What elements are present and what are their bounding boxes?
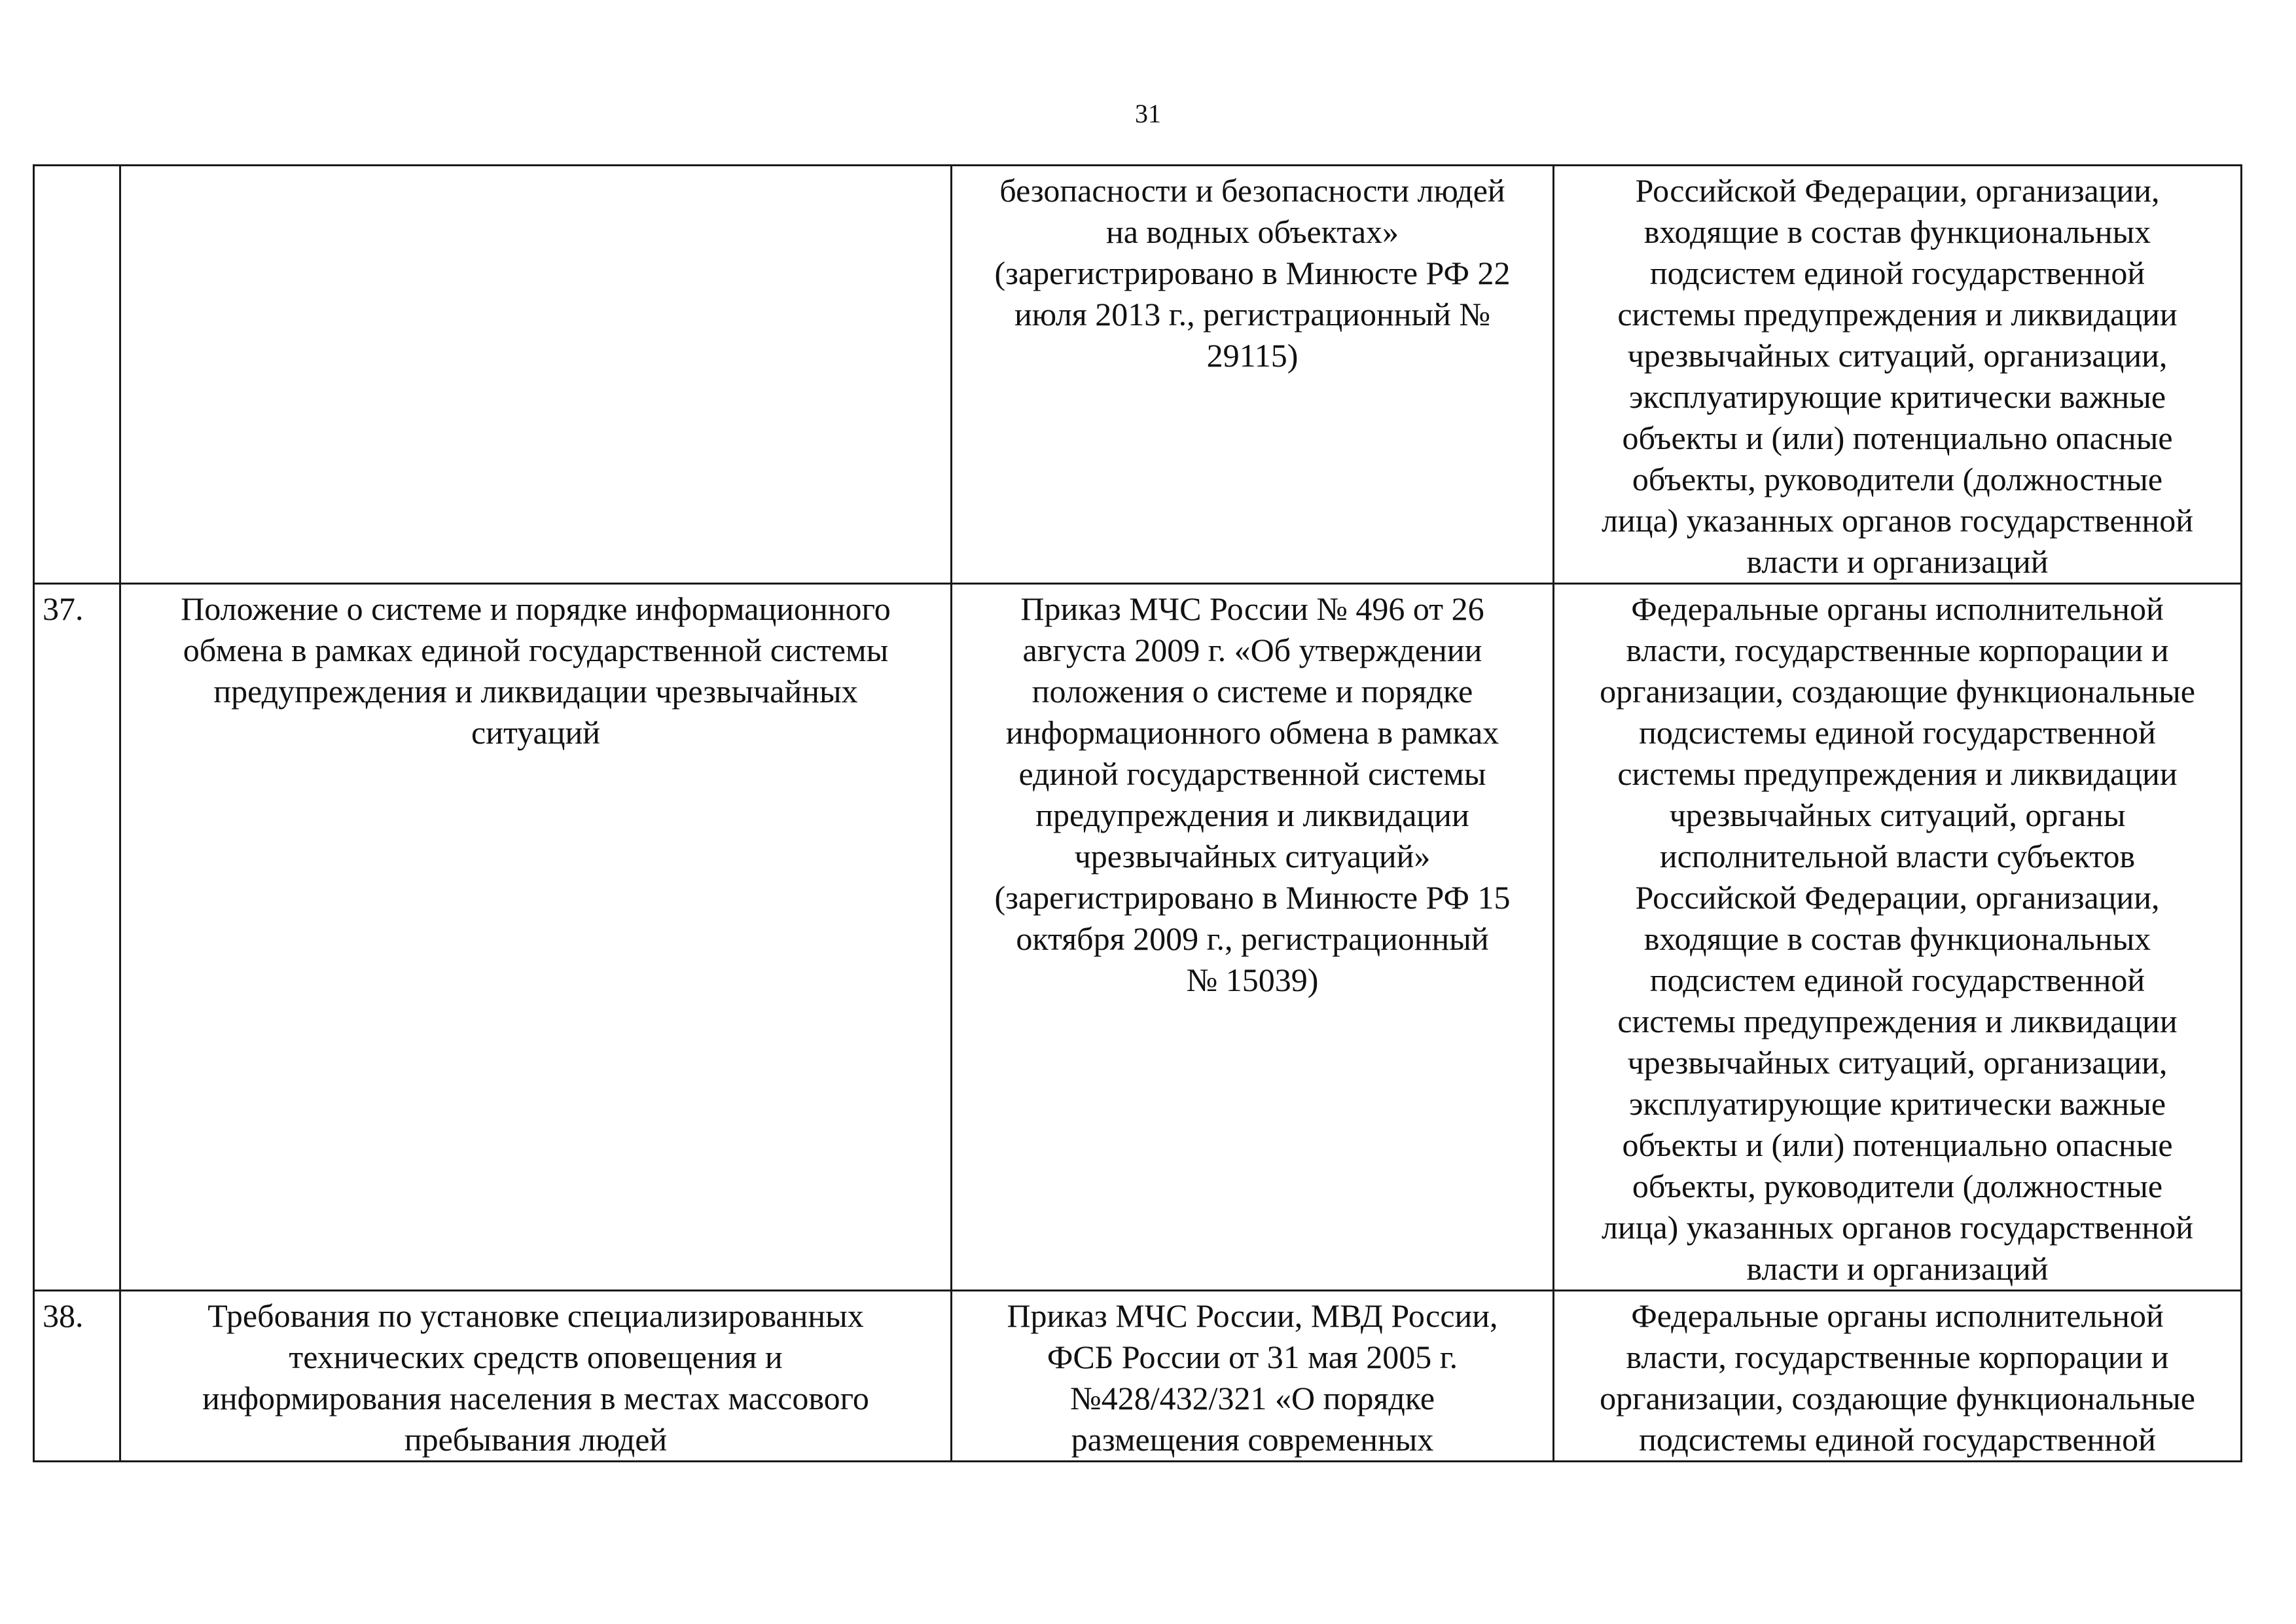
responsible-organizations-cell: Федеральные органы исполнительной власти, государственные корпорации и организации, создающие функциональные подсистемы единой государственной системы предупреждения и ликвидации чрезвычайных ситуаций, органы исполнительной власти субъектов Российской Федерации, организации, входящие в состав функциональных подсистем единой государственной системы предупреждения и ликвидации чрезвычайных ситуаций, организации, эксплуатирующие критически важные объекты и (или) потенциально опасные объекты, руководители (должностные лица) указанных органов государственной власти и организаций bbox=[1554, 584, 2242, 1291]
legal-act-cell: безопасности и безопасности людей на водных объектах» (зарегистрировано в Минюсте РФ 22 июля 2013 г., регистрационный № 29115) bbox=[952, 166, 1554, 584]
document-name-cell bbox=[120, 166, 952, 584]
legal-act-cell: Приказ МЧС России № 496 от 26 августа 2009 г. «Об утверждении положения о системе и порядке информационного обмена в рамках единой государственной системы предупреждения и ликвидации чрезвычайных ситуаций» (зарегистрировано в Минюсте РФ 15 октября 2009 г., регистрационный № 15039) bbox=[952, 584, 1554, 1291]
table-row bbox=[34, 584, 2242, 1291]
row-number-cell bbox=[34, 166, 120, 584]
table-row bbox=[34, 166, 2242, 584]
regulations-table bbox=[33, 164, 2242, 1462]
responsible-organizations-cell: Российской Федерации, организации, входящие в состав функциональных подсистем единой государственной системы предупреждения и ликвидации чрезвычайных ситуаций, организации, эксплуатирующие критически важные объекты и (или) потенциально опасные объекты, руководители (должностные лица) указанных органов государственной власти и организаций bbox=[1554, 166, 2242, 584]
legal-act-cell: Приказ МЧС России, МВД России, ФСБ России от 31 мая 2005 г. №428/432/321 «О порядке размещения современных bbox=[952, 1291, 1554, 1462]
page-number: 31 bbox=[1135, 99, 1161, 128]
row-number-cell: 37. bbox=[34, 584, 120, 1291]
document-name-cell: Требования по установке специализированных технических средств оповещения и информирования населения в местах массового пребывания людей bbox=[120, 1291, 952, 1462]
document-name-cell: Положение о системе и порядке информационного обмена в рамках единой государственной системы предупреждения и ликвидации чрезвычайных ситуаций bbox=[120, 584, 952, 1291]
responsible-organizations-cell: Федеральные органы исполнительной власти, государственные корпорации и организации, создающие функциональные подсистемы единой государственной bbox=[1554, 1291, 2242, 1462]
table-row bbox=[34, 1291, 2242, 1462]
row-number-cell: 38. bbox=[34, 1291, 120, 1462]
